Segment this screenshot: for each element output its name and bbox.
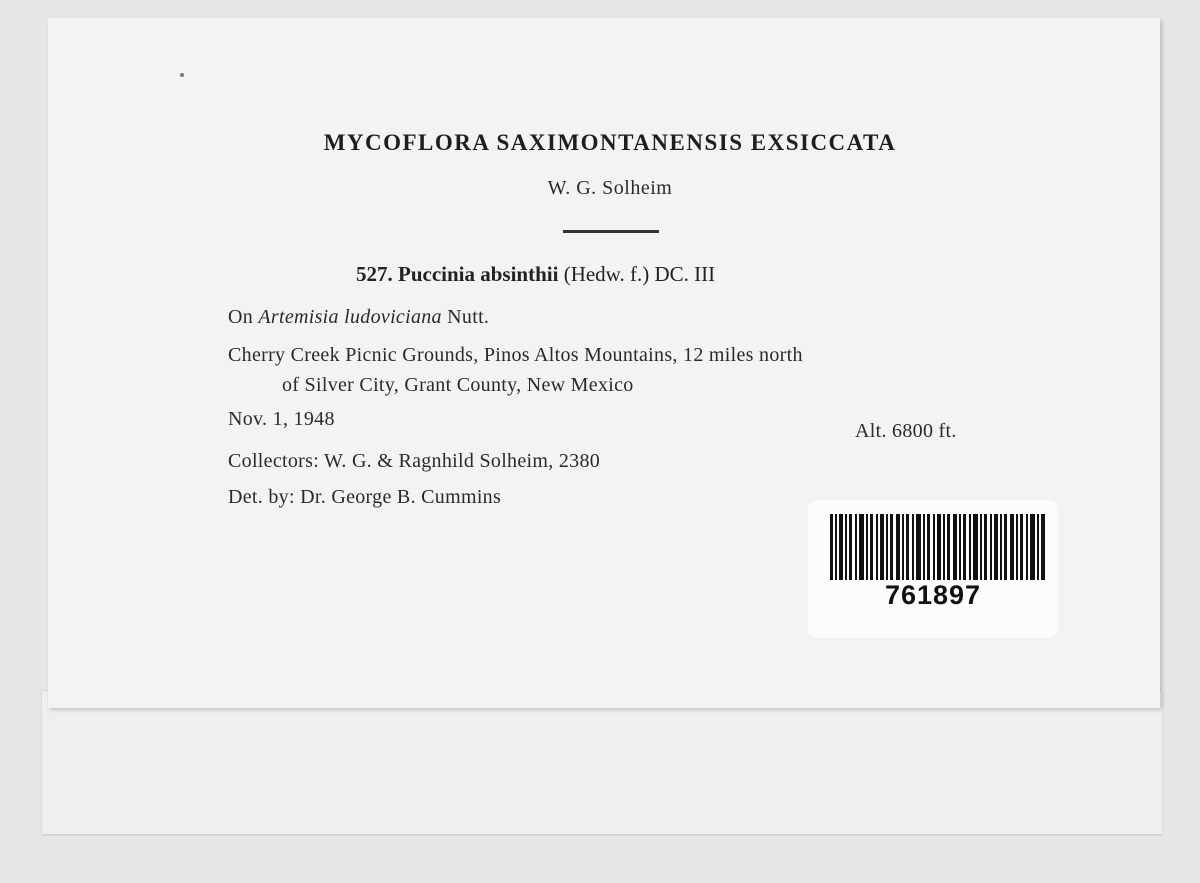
host-line — [228, 306, 489, 329]
determined-by: Det. by: Dr. George B. Cummins — [228, 486, 502, 508]
header-divider — [563, 230, 659, 233]
envelope-paper — [42, 690, 1162, 834]
locality-line-1: Cherry Creek Picnic Grounds, Pinos Altos Mountains, 12 miles north — [228, 344, 803, 366]
host-authority: Nutt. — [447, 306, 490, 328]
species-name: Puccinia absinthii — [398, 262, 559, 286]
collection-date: Nov. 1, 1948 — [228, 408, 335, 430]
dust-speck — [180, 73, 184, 77]
altitude: Alt. 6800 ft. — [855, 420, 957, 442]
specimen-line — [356, 262, 715, 287]
barcode-number: 761897 — [884, 580, 982, 610]
specimen-number: 527. — [356, 262, 393, 286]
label-header: MYCOFLORA SAXIMONTANENSIS EXSICCATA — [323, 130, 897, 155]
host-prefix: On — [228, 306, 254, 328]
barcode-image — [828, 514, 1048, 580]
species-authority: (Hedw. f.) DC. III — [563, 262, 716, 286]
host-name: Artemisia ludoviciana — [258, 306, 442, 328]
barcode-card — [808, 500, 1058, 638]
locality-line-2: of Silver City, Grant County, New Mexico — [282, 374, 634, 396]
collectors: Collectors: W. G. & Ragnhild Solheim, 2380 — [228, 450, 601, 472]
label-author: W. G. Solheim — [547, 177, 673, 199]
